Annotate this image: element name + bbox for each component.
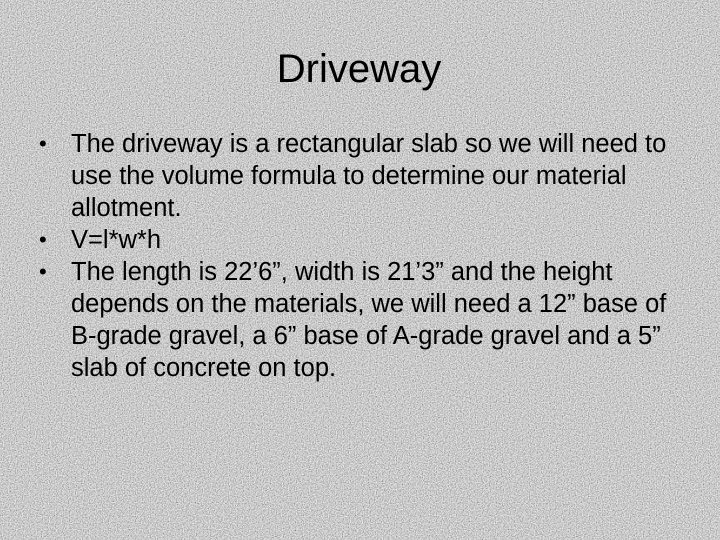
- bullet-text: The length is 22’6”, width is 21’3” and the height depends on the materials, we will need a 12” base of B-grade gravel, a 6” base of A-grade gravel and a 5” slab of concrete on top.: [71, 258, 667, 382]
- bullet-icon: •: [39, 131, 47, 156]
- slide-title-text: Driveway: [276, 47, 442, 91]
- bullet-text: V=l*w*h: [71, 226, 162, 254]
- bullet-icon: •: [39, 259, 47, 284]
- bullet-icon: •: [39, 227, 47, 252]
- bullet-text: The driveway is a rectangular slab so we will need to use the volume formula to determine our material allotment.: [71, 130, 667, 222]
- slide-title: [0, 44, 720, 94]
- bullet-item: [36, 224, 676, 256]
- bullet-item: [36, 128, 676, 224]
- bullet-item: [36, 256, 676, 384]
- bullet-list: [36, 128, 676, 384]
